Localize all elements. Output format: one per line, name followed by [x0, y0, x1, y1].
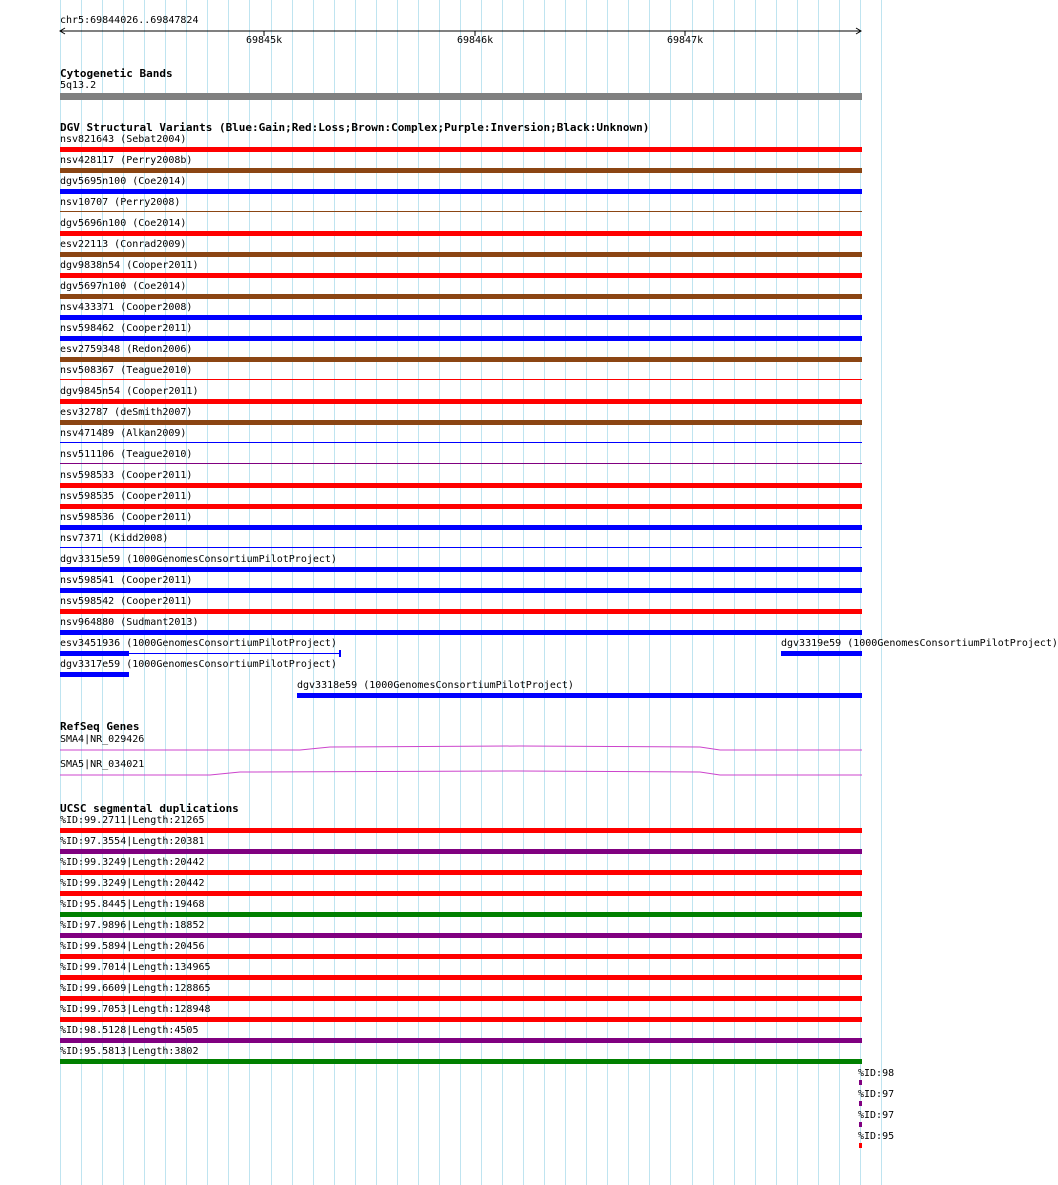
segdup-label[interactable]: %ID:95.5813|Length:3802 — [60, 1046, 199, 1057]
dgv-variant-label[interactable]: esv3451936 (1000GenomesConsortiumPilotProject) — [60, 638, 337, 649]
segdup-bar[interactable] — [60, 975, 862, 980]
dgv-variant-label[interactable]: nsv964880 (Sudmant2013) — [60, 617, 199, 628]
dgv-variant-label[interactable]: dgv5697n100 (Coe2014) — [60, 281, 187, 292]
ruler-tick-label: 69845k — [246, 35, 283, 46]
dgv-variant-label[interactable]: dgv5696n100 (Coe2014) — [60, 218, 187, 229]
segdup-edge-label[interactable]: %ID:95 — [858, 1131, 895, 1142]
segdup-bar[interactable] — [60, 1059, 862, 1064]
gene-label[interactable]: SMA4|NR_029426 — [60, 734, 145, 745]
dgv-variant-label[interactable]: nsv598536 (Cooper2011) — [60, 512, 193, 523]
dgv-variant-label[interactable]: nsv598541 (Cooper2011) — [60, 575, 193, 586]
segdup-label[interactable]: %ID:99.6609|Length:128865 — [60, 983, 211, 994]
dgv-variant-label[interactable]: dgv9845n54 (Cooper2011) — [60, 386, 199, 397]
cytoband-label: 5q13.2 — [60, 80, 97, 91]
dgv-variant-label[interactable]: nsv598462 (Cooper2011) — [60, 323, 193, 334]
dgv-variant-label[interactable]: dgv9838n54 (Cooper2011) — [60, 260, 199, 271]
dgv-variant-label[interactable]: dgv3315e59 (1000GenomesConsortiumPilotProject) — [60, 554, 337, 565]
segdup-bar[interactable] — [60, 870, 862, 875]
dgv-variant-label[interactable]: nsv511106 (Teague2010) — [60, 449, 193, 460]
dgv-variant-label[interactable]: nsv598535 (Cooper2011) — [60, 491, 193, 502]
gene-label[interactable]: SMA5|NR_034021 — [60, 759, 145, 770]
segdup-bar[interactable] — [60, 996, 862, 1001]
segdup-edge-label[interactable]: %ID:98 — [858, 1068, 895, 1079]
ruler-tick-label: 69847k — [667, 35, 704, 46]
segdup-edge-label[interactable]: %ID:97 — [858, 1089, 895, 1100]
segdup-bar[interactable] — [60, 912, 862, 917]
segdup-bar[interactable] — [60, 954, 862, 959]
segdup-edge-bar[interactable] — [859, 1143, 862, 1148]
dgv-variant-label[interactable]: esv32787 (deSmith2007) — [60, 407, 193, 418]
dgv-variant-label[interactable]: esv22113 (Conrad2009) — [60, 239, 187, 250]
dgv-variant-label[interactable]: nsv433371 (Cooper2008) — [60, 302, 193, 313]
segdup-bar[interactable] — [60, 849, 862, 854]
dgv-variant-label[interactable]: nsv471489 (Alkan2009) — [60, 428, 187, 439]
dgv-variant-label[interactable]: nsv598542 (Cooper2011) — [60, 596, 193, 607]
dgv-variant-label[interactable]: nsv7371 (Kidd2008) — [60, 533, 169, 544]
dgv-variant-label[interactable]: dgv3317e59 (1000GenomesConsortiumPilotProject) — [60, 659, 337, 670]
segdup-label[interactable]: %ID:97.3554|Length:20381 — [60, 836, 205, 847]
segdup-label[interactable]: %ID:99.3249|Length:20442 — [60, 857, 205, 868]
segdup-bar[interactable] — [60, 933, 862, 938]
segdup-bar[interactable] — [60, 828, 862, 833]
dgv-variant-label[interactable]: nsv428117 (Perry2008b) — [60, 155, 193, 166]
segdup-label[interactable]: %ID:99.7053|Length:128948 — [60, 1004, 211, 1015]
segdup-label[interactable]: %ID:99.2711|Length:21265 — [60, 815, 205, 826]
dgv-variant-label[interactable]: nsv598533 (Cooper2011) — [60, 470, 193, 481]
segdup-bar[interactable] — [60, 1038, 862, 1043]
segdup-bar[interactable] — [60, 1017, 862, 1022]
ruler-location: chr5:69844026..69847824 — [60, 15, 199, 26]
segdup-bar[interactable] — [60, 891, 862, 896]
cytoband-track-title[interactable]: Cytogenetic Bands — [60, 67, 173, 80]
segdup-label[interactable]: %ID:97.9896|Length:18852 — [60, 920, 205, 931]
dgv-variant-label[interactable]: nsv10707 (Perry2008) — [60, 197, 181, 208]
segdup-edge-bar[interactable] — [859, 1101, 862, 1106]
dgv-track-title[interactable]: DGV Structural Variants (Blue:Gain;Red:Loss;Brown:Complex;Purple:Inversion;Black:Unknown) — [60, 121, 650, 134]
segdup-track-title[interactable]: UCSC segmental duplications — [60, 802, 239, 815]
dgv-variant-label[interactable]: nsv508367 (Teague2010) — [60, 365, 193, 376]
segdup-label[interactable]: %ID:98.5128|Length:4505 — [60, 1025, 199, 1036]
segdup-label[interactable]: %ID:95.8445|Length:19468 — [60, 899, 205, 910]
segdup-edge-bar[interactable] — [859, 1080, 862, 1085]
dgv-variant-label[interactable]: dgv3319e59 (1000GenomesConsortiumPilotProject) — [781, 638, 1058, 649]
segdup-edge-bar[interactable] — [859, 1122, 862, 1127]
dgv-variant-label[interactable]: dgv3318e59 (1000GenomesConsortiumPilotProject) — [297, 680, 574, 691]
refseq-track-title[interactable]: RefSeq Genes — [60, 720, 140, 733]
dgv-variant-label[interactable]: nsv821643 (Sebat2004) — [60, 134, 187, 145]
segdup-label[interactable]: %ID:99.7014|Length:134965 — [60, 962, 211, 973]
dgv-variant-label[interactable]: esv2759348 (Redon2006) — [60, 344, 193, 355]
dgv-variant-label[interactable]: dgv5695n100 (Coe2014) — [60, 176, 187, 187]
segdup-edge-label[interactable]: %ID:97 — [858, 1110, 895, 1121]
segdup-label[interactable]: %ID:99.5894|Length:20456 — [60, 941, 205, 952]
ruler-tick-label: 69846k — [457, 35, 494, 46]
segdup-label[interactable]: %ID:99.3249|Length:20442 — [60, 878, 205, 889]
